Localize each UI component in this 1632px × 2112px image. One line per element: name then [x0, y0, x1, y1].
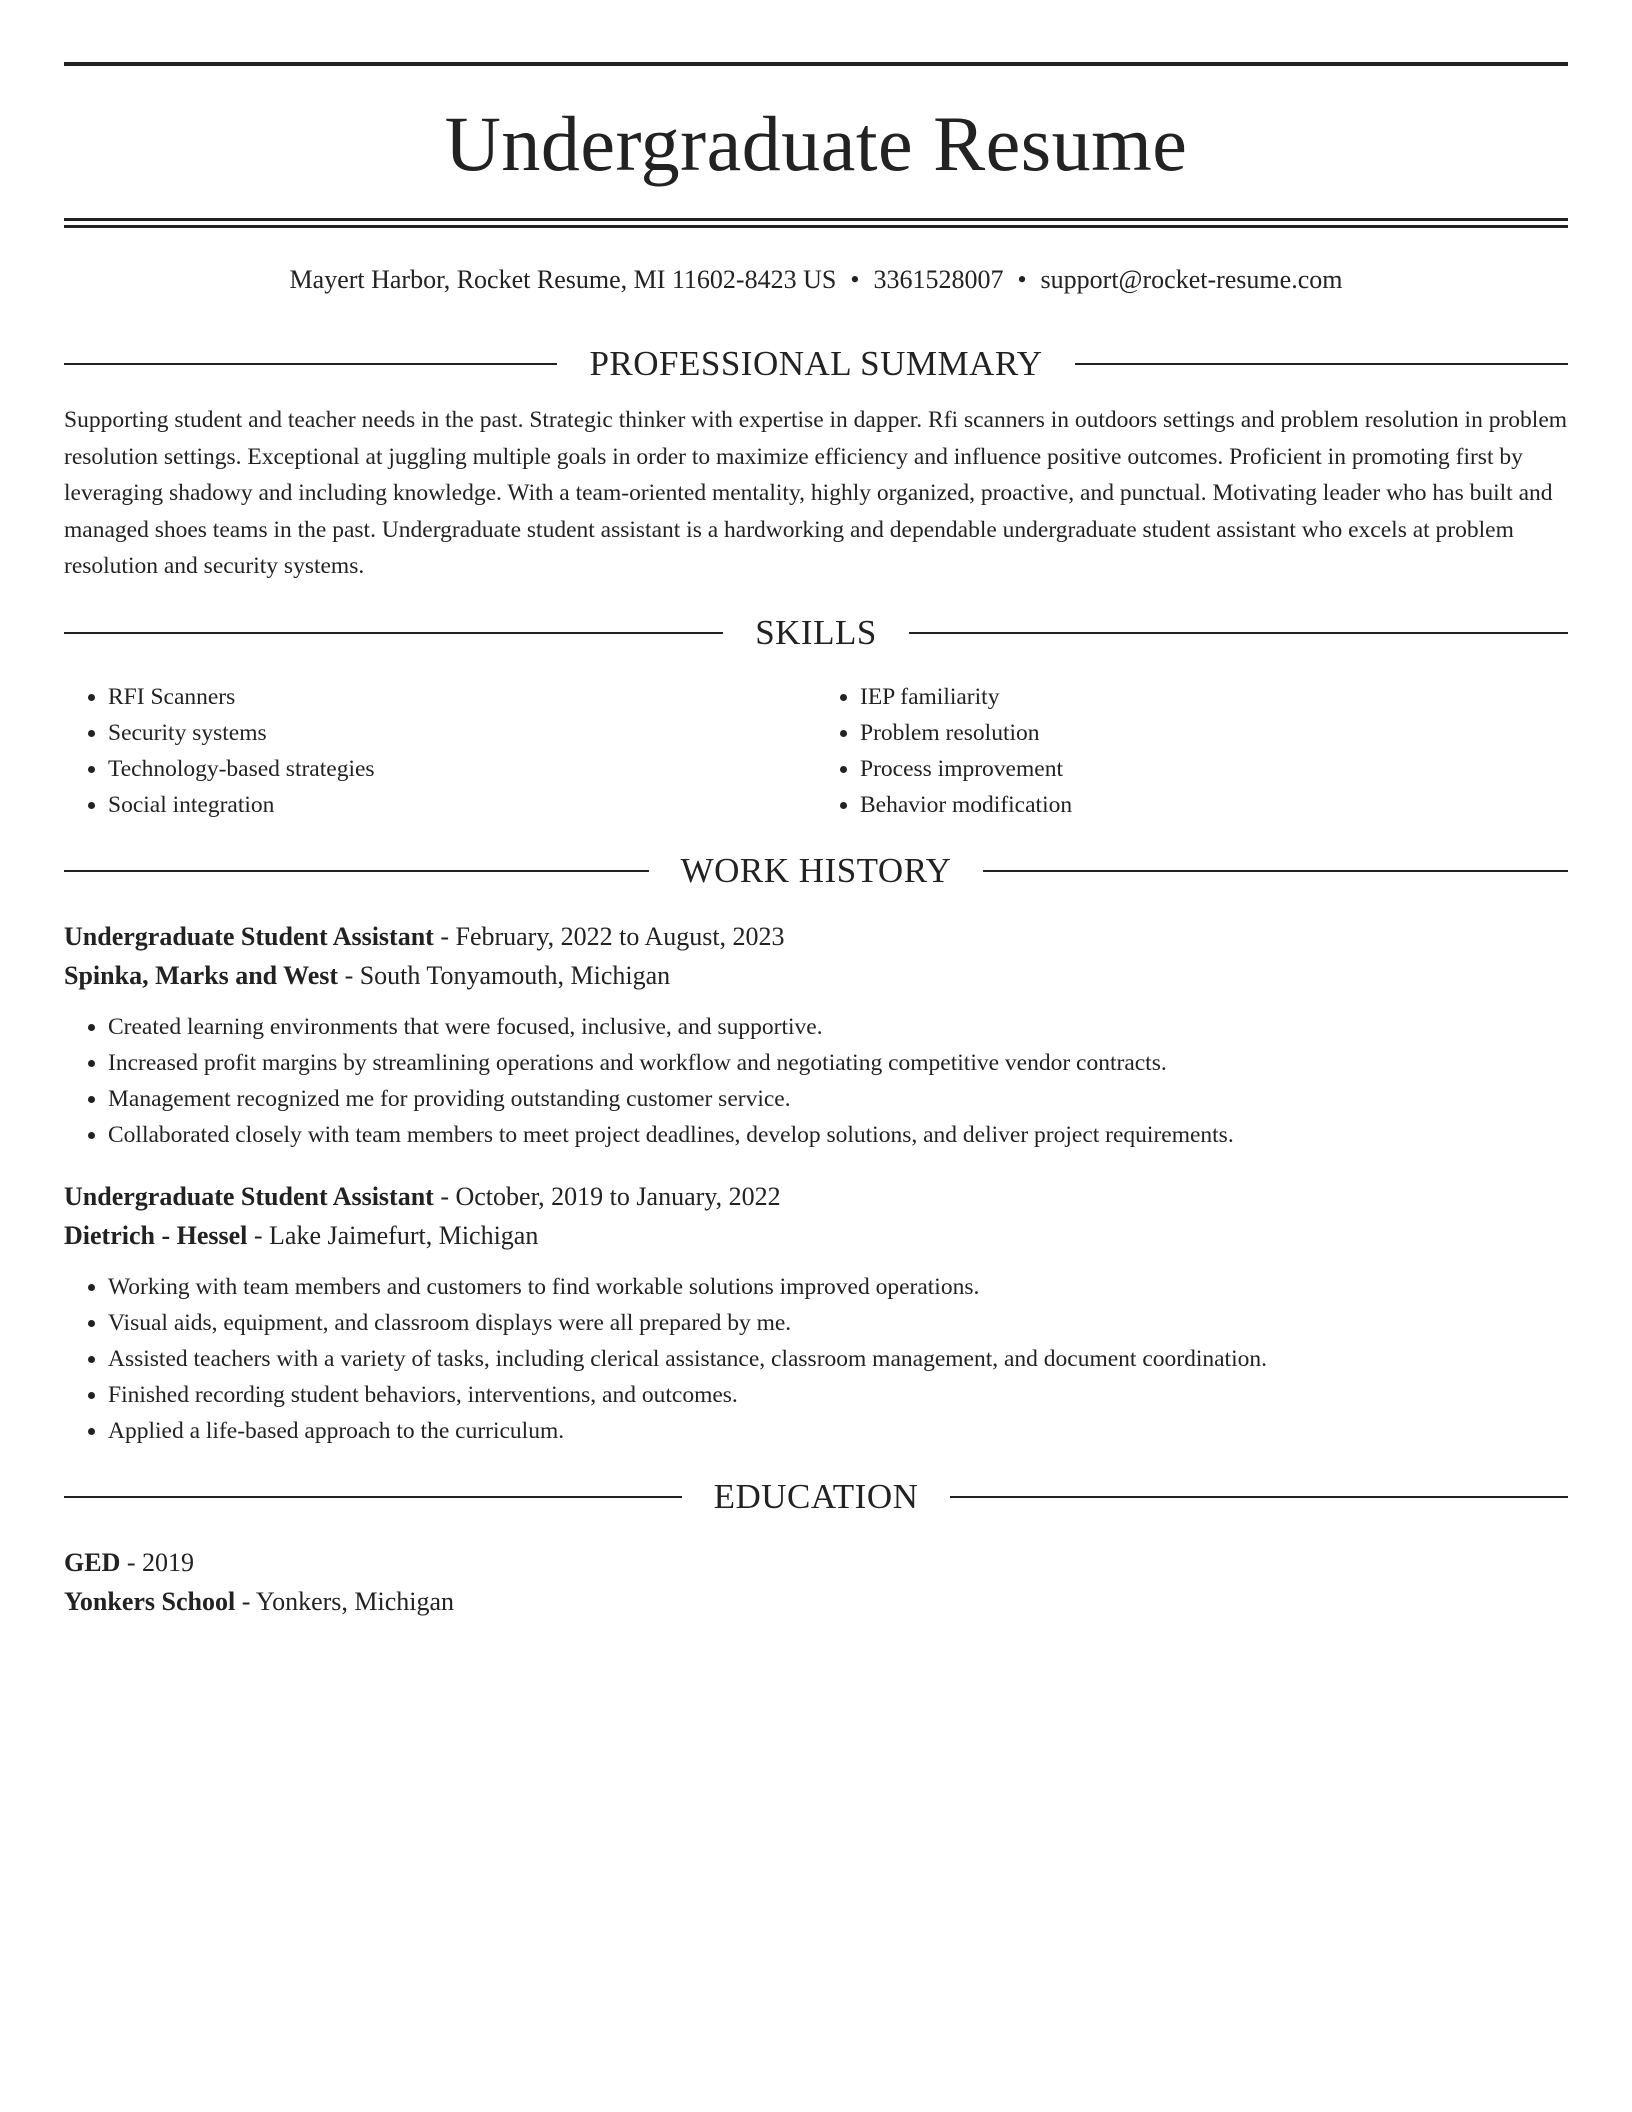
education-section-heading — [64, 1475, 1568, 1519]
job-dates: - February, 2022 to August, 2023 — [433, 921, 785, 951]
job-bullet: • Finished recording student behaviors, interventions, and outcomes. — [108, 1377, 1568, 1413]
job-bullet: • Management recognized me for providing outstanding customer service. — [108, 1081, 1568, 1117]
job-company-line — [64, 1216, 1568, 1255]
job-title: Undergraduate Student Assistant — [64, 1181, 434, 1211]
job-company: Dietrich - Hessel — [64, 1220, 248, 1250]
job-bullet: • Working with team members and customers to find workable solutions improved operations. — [108, 1269, 1568, 1305]
skill-item: • Technology-based strategies — [108, 751, 816, 787]
skill-item: • Social integration — [108, 787, 816, 823]
skills-list — [64, 679, 1568, 823]
skills-column-left — [64, 679, 816, 823]
skill-item: • Process improvement — [860, 751, 1568, 787]
job-bullets — [64, 1009, 1568, 1153]
skills-column-right — [816, 679, 1568, 823]
education-degree: GED — [64, 1547, 121, 1577]
job-bullet: • Collaborated closely with team members to meet project deadlines, develop solutions, and deliver project requirements. — [108, 1117, 1568, 1153]
education-degree-line — [64, 1543, 1568, 1582]
work-section-heading — [64, 849, 1568, 893]
top-rule — [64, 62, 1568, 66]
job-title: Undergraduate Student Assistant — [64, 921, 434, 951]
title-double-rule — [64, 218, 1568, 228]
contact-address: Mayert Harbor, Rocket Resume, MI 11602-8423 US — [289, 265, 837, 294]
job-bullets — [64, 1269, 1568, 1449]
education-year: - 2019 — [120, 1547, 195, 1577]
contact-line — [64, 262, 1568, 298]
job-bullet: • Increased profit margins by streamlining operations and workflow and negotiating competitive vendor contracts. — [108, 1045, 1568, 1081]
skills-heading-label: SKILLS — [755, 612, 877, 652]
contact-phone: 3361528007 — [873, 265, 1004, 294]
education-location: - Yonkers, Michigan — [235, 1586, 455, 1616]
job-company: Spinka, Marks and West — [64, 960, 339, 990]
job-entry — [64, 917, 1568, 1153]
summary-heading-label: PROFESSIONAL SUMMARY — [589, 344, 1043, 383]
education-school: Yonkers School — [64, 1586, 236, 1616]
skills-section-heading — [64, 611, 1568, 655]
skill-item: • RFI Scanners — [108, 679, 816, 715]
heading-rule-right — [1075, 363, 1568, 365]
summary-text: Supporting student and teacher needs in the past. Strategic thinker with expertise in dapper. Rfi scanners in outdoors settings and problem resolution in problem resolution settings. Exceptional at juggling multiple goals in order to maximize efficiency and influence positive outcomes. Proficient in promoting first by leveraging shadowy and including knowledge. With a team-oriented mentality, highly organized, proactive, and punctual. Motivating leader who has built and managed shoes teams in the past. Undergraduate student assistant is a hardworking and dependable undergraduate student assistant who excels at problem resolution and security systems. — [64, 407, 1568, 580]
job-bullet: • Visual aids, equipment, and classroom displays were all prepared by me. — [108, 1305, 1568, 1341]
skill-item: • Problem resolution — [860, 715, 1568, 751]
job-location: - South Tonyamouth, Michigan — [338, 960, 671, 990]
heading-rule-right — [950, 1496, 1568, 1498]
education-school-line — [64, 1582, 1568, 1621]
job-location: - Lake Jaimefurt, Michigan — [247, 1220, 539, 1250]
heading-rule-left — [64, 1496, 682, 1498]
summary-section-heading — [64, 342, 1568, 386]
heading-rule-right — [909, 632, 1568, 634]
skill-item: • Behavior modification — [860, 787, 1568, 823]
contact-email: support@rocket-resume.com — [1040, 265, 1343, 294]
work-heading-label: WORK HISTORY — [680, 850, 952, 890]
job-title-line — [64, 1177, 1568, 1216]
job-title-line — [64, 917, 1568, 956]
job-bullet: • Created learning environments that were focused, inclusive, and supportive. — [108, 1009, 1568, 1045]
heading-rule-left — [64, 363, 557, 365]
heading-rule-left — [64, 632, 723, 634]
job-entry — [64, 1177, 1568, 1449]
skill-item: • IEP familiarity — [860, 679, 1568, 715]
page-title: Undergraduate Resume — [444, 100, 1188, 187]
skill-item: • Security systems — [108, 715, 816, 751]
heading-rule-right — [983, 870, 1568, 872]
education-heading-label: EDUCATION — [713, 1476, 919, 1516]
job-company-line — [64, 956, 1568, 995]
contact-separator: • — [1017, 265, 1027, 294]
heading-rule-left — [64, 870, 649, 872]
job-bullet: • Applied a life-based approach to the curriculum. — [108, 1413, 1568, 1449]
job-dates: - October, 2019 to January, 2022 — [433, 1181, 781, 1211]
contact-separator: • — [850, 265, 860, 294]
job-bullet: • Assisted teachers with a variety of tasks, including clerical assistance, classroom management, and document coordination. — [108, 1341, 1568, 1377]
